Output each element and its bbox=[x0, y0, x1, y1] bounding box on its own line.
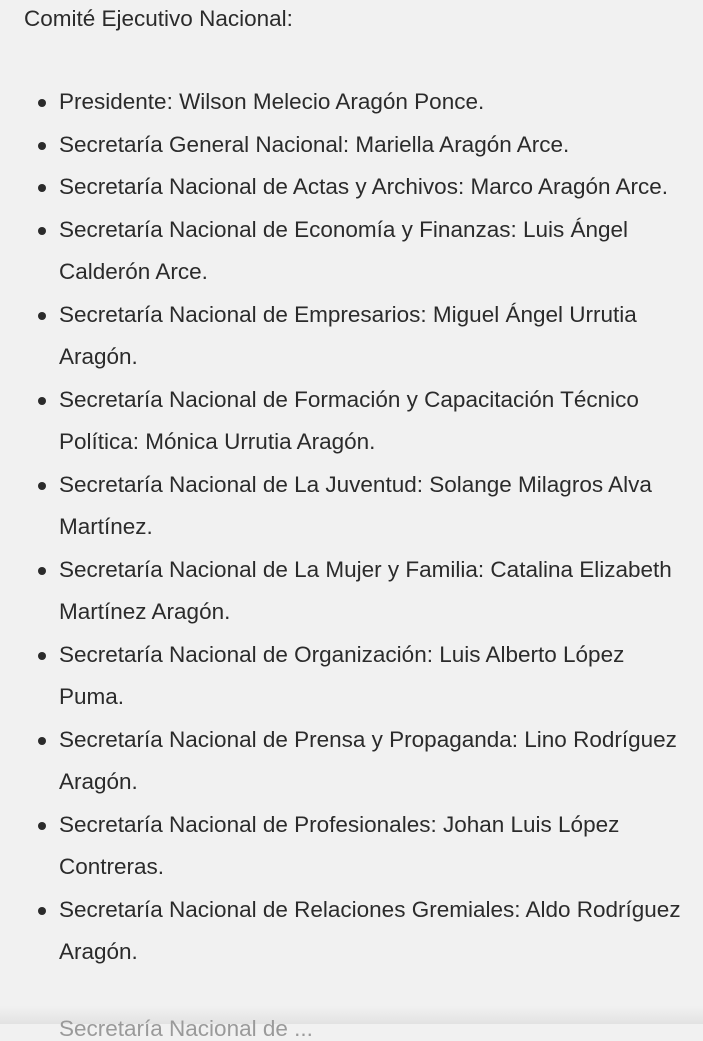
list-item-text: Secretaría Nacional de Profesionales: Johan Luis López Contreras. bbox=[59, 811, 620, 879]
bullet-icon bbox=[38, 312, 46, 320]
list-item bbox=[0, 124, 703, 167]
list-item bbox=[0, 81, 703, 124]
committee-member-list bbox=[0, 81, 703, 974]
bullet-icon bbox=[38, 397, 46, 405]
list-item-text: Secretaría Nacional de La Juventud: Solange Milagros Alva Martínez. bbox=[59, 471, 652, 539]
bullet-icon bbox=[38, 652, 46, 660]
list-item bbox=[0, 634, 703, 719]
bullet-icon bbox=[38, 737, 46, 745]
bullet-icon bbox=[38, 227, 46, 235]
bullet-icon bbox=[38, 567, 46, 575]
bullet-icon bbox=[38, 907, 46, 915]
list-item-text: Secretaría Nacional de Prensa y Propaganda: Lino Rodríguez Aragón. bbox=[59, 726, 677, 794]
list-item bbox=[0, 889, 703, 974]
list-item-text: Secretaría Nacional de Organización: Luis Alberto López Puma. bbox=[59, 641, 625, 709]
list-item-text: Secretaría Nacional de Economía y Finanzas: Luis Ángel Calderón Arce. bbox=[59, 216, 629, 284]
list-item-text: Secretaría Nacional de La Mujer y Familia: Catalina Elizabeth Martínez Aragón. bbox=[59, 556, 672, 624]
list-item bbox=[0, 804, 703, 889]
list-item-text: Secretaría Nacional de Formación y Capacitación Técnico Política: Mónica Urrutia Aragón. bbox=[59, 386, 639, 454]
list-item bbox=[0, 294, 703, 379]
list-item bbox=[0, 209, 703, 294]
bullet-icon bbox=[38, 184, 46, 192]
section-heading: Comité Ejecutivo Nacional: bbox=[24, 6, 293, 31]
list-item bbox=[0, 166, 703, 209]
bullet-icon bbox=[38, 142, 46, 150]
cut-off-text: Secretaría Nacional de ... bbox=[59, 1016, 313, 1041]
list-item-text: Secretaría Nacional de Relaciones Gremiales: Aldo Rodríguez Aragón. bbox=[59, 896, 681, 964]
bullet-icon bbox=[38, 99, 46, 107]
list-item-text: Presidente: Wilson Melecio Aragón Ponce. bbox=[59, 89, 485, 114]
cut-off-next-item bbox=[0, 1006, 703, 1041]
bullet-icon bbox=[38, 482, 46, 490]
list-item bbox=[0, 464, 703, 549]
list-item-text: Secretaría General Nacional: Mariella Aragón Arce. bbox=[59, 131, 570, 157]
list-item-text: Secretaría Nacional de Actas y Archivos: Marco Aragón Arce. bbox=[59, 174, 669, 199]
list-item bbox=[0, 719, 703, 804]
list-item bbox=[0, 549, 703, 634]
list-item bbox=[0, 379, 703, 464]
list-item-text: Secretaría Nacional de Empresarios: Miguel Ángel Urrutia Aragón. bbox=[59, 301, 637, 369]
bullet-icon bbox=[38, 822, 46, 830]
